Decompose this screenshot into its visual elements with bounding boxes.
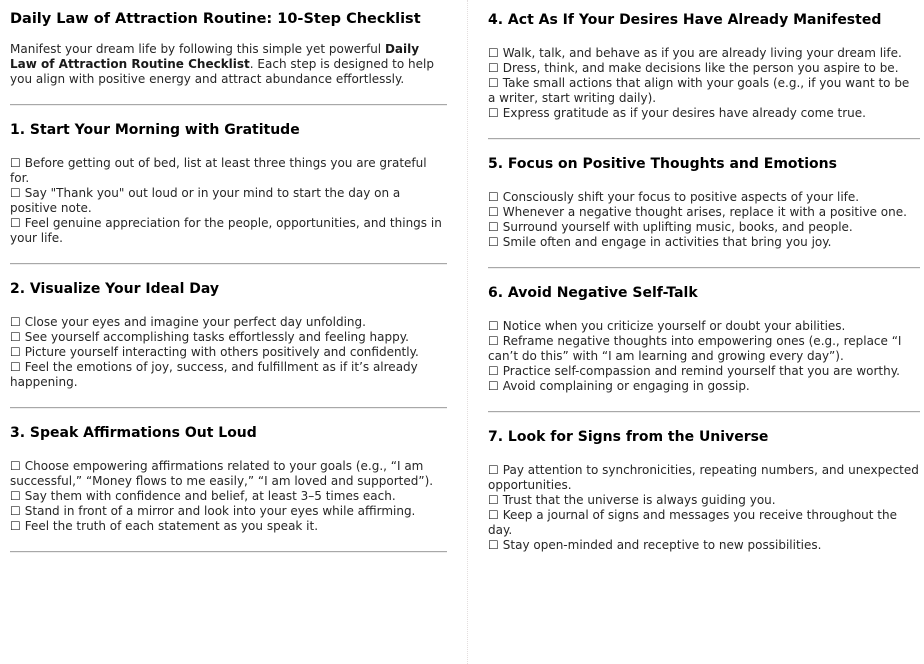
section-heading-3: 3. Speak Affirmations Out Loud <box>10 425 257 441</box>
checklist-item <box>488 220 920 235</box>
checklist-item <box>488 379 920 394</box>
checklist-item-text: Take small actions that align with your goals (e.g., if you want to be a writer, start writing daily). <box>488 76 910 105</box>
checkbox-icon: ☐ <box>488 493 499 507</box>
checkbox-icon: ☐ <box>488 319 499 333</box>
checklist-item <box>488 106 920 121</box>
checklist-item-text: Stand in front of a mirror and look into your eyes while affirming. <box>24 504 416 518</box>
section-divider <box>10 407 447 409</box>
checklist-item <box>488 190 920 205</box>
checkbox-icon: ☐ <box>10 156 21 170</box>
checkbox-icon: ☐ <box>10 489 21 503</box>
checkbox-icon: ☐ <box>488 76 499 90</box>
checkbox-icon: ☐ <box>10 519 21 533</box>
checkbox-icon: ☐ <box>488 364 499 378</box>
checklist-item <box>488 46 920 61</box>
checkbox-icon: ☐ <box>10 459 21 473</box>
checklist-item-text: Feel the truth of each statement as you speak it. <box>24 519 319 533</box>
section-divider <box>10 104 447 106</box>
checklist-item-text: Walk, talk, and behave as if you are already living your dream life. <box>502 46 902 60</box>
checklist-item <box>488 319 920 334</box>
checklist-item-text: Say "Thank you" out loud or in your mind to start the day on a positive note. <box>10 186 401 215</box>
checkbox-icon: ☐ <box>10 504 21 518</box>
checklist-item-text: Reframe negative thoughts into empowering ones (e.g., replace “I can’t do this” with “I am learning and growing every day”). <box>488 334 902 363</box>
checkbox-icon: ☐ <box>488 508 499 522</box>
checklist-item-text: Consciously shift your focus to positive aspects of your life. <box>502 190 860 204</box>
checklist-item <box>488 334 920 364</box>
section-divider <box>10 263 447 265</box>
checklist-item <box>488 493 920 508</box>
checklist-item-text: Choose empowering affirmations related to your goals (e.g., “I am successful,” “Money flows to me easily,” “I am loved and supported”). <box>10 459 434 488</box>
checkbox-icon: ☐ <box>10 330 21 344</box>
checkbox-icon: ☐ <box>488 46 499 60</box>
checklist-item <box>10 489 447 504</box>
checkbox-icon: ☐ <box>488 61 499 75</box>
checklist-item <box>10 315 447 330</box>
checklist-item <box>10 504 447 519</box>
checklist-item-text: Feel the emotions of joy, success, and fulfillment as if it’s already happening. <box>10 360 418 389</box>
checklist-item <box>488 364 920 379</box>
checklist-item-text: Whenever a negative thought arises, replace it with a positive one. <box>502 205 907 219</box>
page-title: Daily Law of Attraction Routine: 10-Step Checklist <box>10 11 421 27</box>
section-divider <box>488 138 920 140</box>
checkbox-icon: ☐ <box>10 360 21 374</box>
checklist-item-text: Smile often and engage in activities that bring you joy. <box>502 235 832 249</box>
checkbox-icon: ☐ <box>10 186 21 200</box>
checklist-item-text: Feel genuine appreciation for the people, opportunities, and things in your life. <box>10 216 442 245</box>
checklist-item <box>10 330 447 345</box>
checklist-item-text: Practice self-compassion and remind yourself that you are worthy. <box>502 364 900 378</box>
checkbox-icon: ☐ <box>10 315 21 329</box>
checklist-item <box>488 61 920 76</box>
section-heading-4: 4. Act As If Your Desires Have Already Manifested <box>488 12 882 28</box>
checklist-item <box>10 186 447 216</box>
right-column <box>468 0 924 664</box>
checklist-item <box>10 216 447 246</box>
section-heading-5: 5. Focus on Positive Thoughts and Emotions <box>488 156 837 172</box>
checklist-item-text: Pay attention to synchronicities, repeating numbers, and unexpected opportunities. <box>488 463 919 492</box>
section-heading-6: 6. Avoid Negative Self-Talk <box>488 285 698 301</box>
checklist-item-text: See yourself accomplishing tasks effortlessly and feeling happy. <box>24 330 409 344</box>
checklist-item <box>488 538 920 553</box>
checkbox-icon: ☐ <box>488 235 499 249</box>
intro-text-before: Manifest your dream life by following this simple yet powerful <box>10 42 385 56</box>
checklist-item <box>10 519 447 534</box>
section-heading-2: 2. Visualize Your Ideal Day <box>10 281 220 297</box>
section-divider <box>488 411 920 413</box>
checklist-item-text: Stay open-minded and receptive to new possibilities. <box>502 538 822 552</box>
intro-paragraph <box>10 42 447 87</box>
checklist-item <box>10 345 447 360</box>
checklist-item <box>488 463 920 493</box>
checklist-item-text: Keep a journal of signs and messages you receive throughout the day. <box>488 508 897 537</box>
checklist-item-text: Notice when you criticize yourself or doubt your abilities. <box>502 319 846 333</box>
checklist-item <box>10 360 447 390</box>
checkbox-icon: ☐ <box>488 220 499 234</box>
checklist-item <box>488 235 920 250</box>
checklist-item-text: Avoid complaining or engaging in gossip. <box>502 379 750 393</box>
checkbox-icon: ☐ <box>488 106 499 120</box>
checklist-item <box>488 205 920 220</box>
checkbox-icon: ☐ <box>10 216 21 230</box>
section-heading-7: 7. Look for Signs from the Universe <box>488 429 769 445</box>
checklist-item <box>488 76 920 106</box>
checklist-item <box>488 508 920 538</box>
checkbox-icon: ☐ <box>488 334 499 348</box>
checkbox-icon: ☐ <box>488 463 499 477</box>
checklist-item-text: Say them with confidence and belief, at least 3–5 times each. <box>24 489 396 503</box>
checklist-item-text: Picture yourself interacting with others positively and confidently. <box>24 345 419 359</box>
checklist-item <box>10 156 447 186</box>
checkbox-icon: ☐ <box>10 345 21 359</box>
section-divider <box>488 267 920 269</box>
intro-text-after: . Each step is designed to help you align with positive energy and attract abundance effortlessly. <box>10 57 434 86</box>
section-heading-1: 1. Start Your Morning with Gratitude <box>10 122 300 138</box>
checklist-item-text: Close your eyes and imagine your perfect day unfolding. <box>24 315 366 329</box>
checklist-item-text: Dress, think, and make decisions like the person you aspire to be. <box>502 61 899 75</box>
checkbox-icon: ☐ <box>488 205 499 219</box>
checkbox-icon: ☐ <box>488 190 499 204</box>
checklist-item-text: Before getting out of bed, list at least three things you are grateful for. <box>10 156 427 185</box>
checklist-item-text: Trust that the universe is always guiding you. <box>502 493 776 507</box>
intro-bold-text: Daily Law of Attraction Routine Checklist <box>10 42 420 71</box>
checklist-item <box>10 459 447 489</box>
checklist-item-text: Express gratitude as if your desires have already come true. <box>502 106 866 120</box>
checklist-item-text: Surround yourself with uplifting music, books, and people. <box>502 220 853 234</box>
checkbox-icon: ☐ <box>488 379 499 393</box>
section-divider <box>10 551 447 553</box>
checkbox-icon: ☐ <box>488 538 499 552</box>
